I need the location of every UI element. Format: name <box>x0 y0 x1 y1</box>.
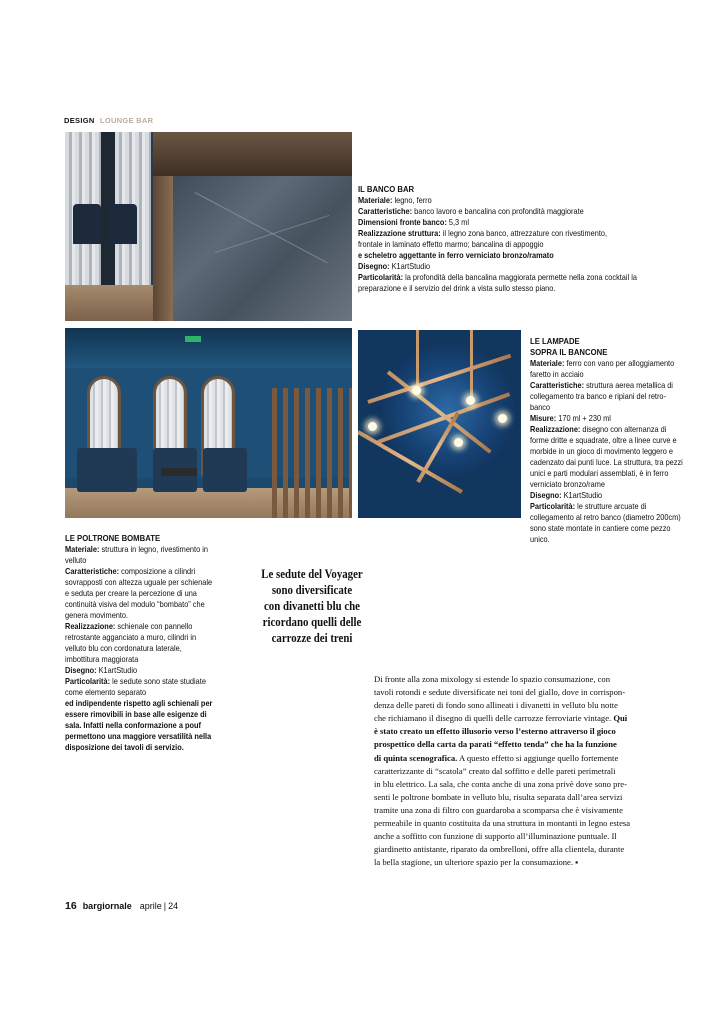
spotlight-icon <box>466 396 475 405</box>
spec-row: Caratteristiche: struttura aerea metallica di collegamento tra banco e ripiani del retro-banco <box>530 381 673 412</box>
body-line: giardinetto antistante, riparato da ombrelloni, offre alla clientela, durante <box>374 844 625 855</box>
spec-row: Particolarità: le sedute sono state studiate come elemento separato <box>65 677 206 697</box>
body-text <box>374 673 662 869</box>
body-line: è stato creato un effetto illusorio verso l’esterno attraverso il gioco <box>374 726 616 737</box>
poltrone-specs <box>65 533 214 753</box>
pull-quote-line: Le sedute del Voyager <box>261 567 363 581</box>
body-line: di quinta scenografica. A questo effetto si aggiunge quello fortemente <box>374 752 619 763</box>
spec-row: Realizzazione: schienale con pannello retrostante agganciato a muro, cilindri in velluto blu con cordonatura laterale, imbottitura maggiorata <box>65 622 197 664</box>
pull-quote-line: sono diversificate <box>271 583 353 597</box>
body-line: tramite una zona di filtro con guardaroba a scomparsa che è visivamente <box>374 804 623 815</box>
pull-quote-line: carrozze dei treni <box>271 631 353 645</box>
armchairs-room-photo <box>65 328 352 518</box>
lamps-photo <box>358 330 521 518</box>
subsection-label: LOUNGE BAR <box>99 116 154 125</box>
spec-row: Disegno: K1artStudio <box>530 491 603 500</box>
banco-title: IL BANCO BAR <box>358 184 415 194</box>
body-line: che richiamano il disegno di quelli delle carrozze ferroviarie vintage. Qui <box>374 713 628 724</box>
counter-top <box>153 132 352 176</box>
exit-sign-icon <box>185 336 201 342</box>
magazine-name: bargiornale <box>82 901 132 911</box>
body-line: tavoli rotondi e sedute diversificate nei toni del giallo, dove in corrispon- <box>374 687 626 698</box>
body-line: senti le poltrone bombate in velluto blu, risulta separata dall’area servizi <box>374 791 623 802</box>
spec-row: Dimensioni fronte banco: 5,3 ml <box>358 218 469 227</box>
table <box>161 468 197 476</box>
spec-row: Materiale: struttura in legno, rivestimento in velluto <box>65 545 208 565</box>
body-line: prospettico della carta da parati “effetto tenda” che ha la funzione <box>374 739 617 750</box>
spec-row: ed indipendente rispetto agli schienali per essere rimovibili in base alle esigenze di sala. Infatti nella conformazione a pouf permettono una maggiore versatilità nella disposizione dei tavoli di servizio. <box>65 699 213 752</box>
page-number: 16 <box>65 900 77 912</box>
section-tag <box>64 116 153 125</box>
spotlight-icon <box>454 438 463 447</box>
body-line: permeabile in quanto costituita da una struttura in montanti in legno estesa <box>374 818 631 829</box>
spec-row: Caratteristiche: composizione a cilindri sovrapposti con altezza uguale per schienale e seduta per creare la percezione di una continuità visiva del modulo “bombato” che genera movimento. <box>65 567 213 620</box>
body-line: la bella stagione, un ulteriore spazio per la consumazione. ▪ <box>374 857 579 868</box>
body-line: anche a soffitto con funzione di supporto all’illuminazione puntuale. Il <box>374 831 617 842</box>
poltrone-title: LE POLTRONE BOMBATE <box>65 533 161 543</box>
spec-row: Realizzazione: disegno con alternanza di forme dritte e squadrate, oltre a linee curve e morbide in un gioco di movimento leggero e cadenzato dai punti luce. La struttura, tra pezzi unici e parti modulari assemblati, è in ferro verniciato bronzo/rame <box>530 425 683 489</box>
issue-month: aprile <box>139 901 162 911</box>
pull-quote-line: con divanetti blu che <box>264 599 360 613</box>
spotlight-icon <box>498 414 507 423</box>
lampade-title: LE LAMPADE <box>530 336 580 346</box>
body-line: in blu elettrico. La sala, che conta anche di una zona privè dove sono pre- <box>374 778 627 789</box>
lampade-title-2: SOPRA IL BANCONE <box>530 347 608 357</box>
spotlight-icon <box>368 422 377 431</box>
pull-quote-line: ricordano quelli delle <box>262 615 362 629</box>
spec-row: Materiale: ferro con vano per alloggiamento faretto in acciaio <box>530 359 675 379</box>
lampade-specs <box>530 336 683 545</box>
spec-row: e scheletro aggettante in ferro verniciato bronzo/ramato <box>358 251 554 260</box>
spec-row: Misure: 170 ml + 230 ml <box>530 414 611 423</box>
banco-bar-specs <box>358 184 655 294</box>
spec-row: Disegno: K1artStudio <box>358 262 431 271</box>
spec-row: Realizzazione struttura: il legno zona banco, attrezzature con rivestimento, frontale in laminato effetto marmo; bancalina di appoggio <box>358 229 608 249</box>
spec-row: Particolarità: le strutture arcuate di collegamento al retro banco (diametro 200cm) sono state montate in cantiere come pezzo unico. <box>530 502 681 544</box>
sofa <box>203 448 247 492</box>
spec-row: Particolarità: la profondità della bancalina maggiorata permette nella zona cocktail la preparazione e il servizio del drink a vista sullo stesso piano. <box>358 273 637 293</box>
spec-row: Disegno: K1artStudio <box>65 666 138 675</box>
sofa <box>77 448 137 492</box>
armchair <box>109 204 137 244</box>
issue-year: 24 <box>168 901 179 911</box>
marble-counter-front <box>173 176 352 321</box>
spotlight-icon <box>412 386 421 395</box>
body-line: caratterizzante di “scatola” creato dal soffitto e delle pareti perimetrali <box>374 765 616 776</box>
wooden-slats <box>272 388 352 518</box>
page-footer <box>65 900 178 912</box>
spec-row: Materiale: legno, ferro <box>358 196 432 205</box>
bar-counter-photo <box>65 132 352 321</box>
footer-separator: | <box>163 901 167 911</box>
body-line: denza delle pareti di fondo sono allineati i divanetti in velluto blu notte <box>374 700 618 711</box>
armchair <box>73 204 101 244</box>
body-line: Di fronte alla zona mixology si estende lo spazio consumazione, con <box>374 674 611 684</box>
pull-quote <box>247 566 378 646</box>
spec-row: Caratteristiche: banco lavoro e bancalina con profondità maggiorate <box>358 207 584 216</box>
section-label: DESIGN <box>64 116 95 125</box>
